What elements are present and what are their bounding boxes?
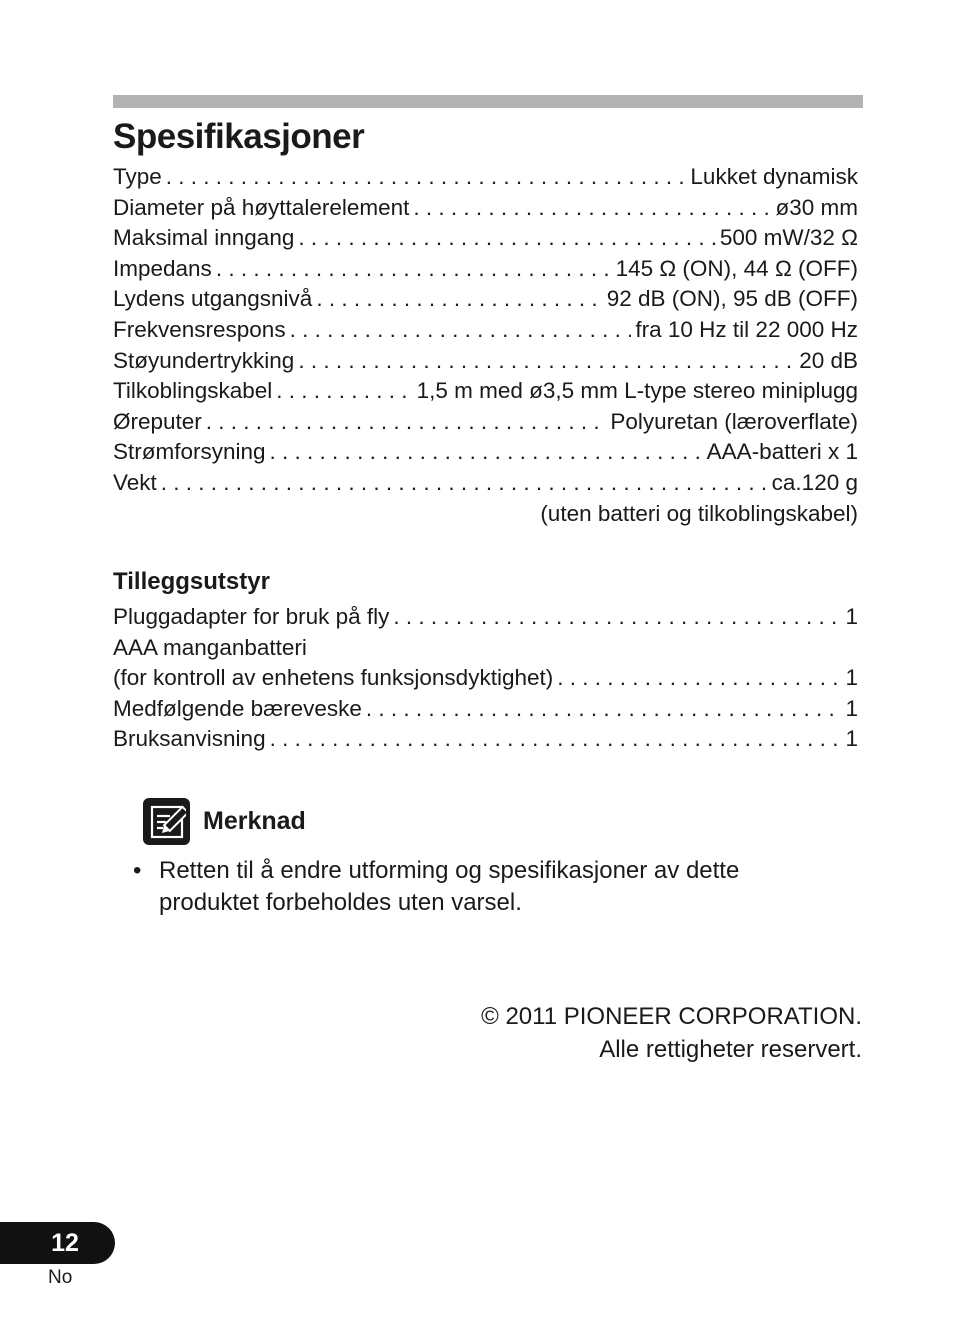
spec-label: Lydens utgangsnivå (113, 286, 313, 312)
dot-leader (366, 694, 842, 725)
accessory-label: (for kontroll av enhetens funksjonsdyktighet) (113, 665, 554, 691)
note-text-line: Retten til å endre utforming og spesifikasjoner av dette (159, 857, 740, 884)
page-title: Spesifikasjoner (113, 117, 365, 156)
spec-row-weight-note (113, 499, 858, 530)
spec-value: ø30 mm (775, 194, 858, 220)
spec-label: Støyundertrykking (113, 347, 295, 373)
spec-row-ear-pads (113, 407, 858, 438)
dot-leader (216, 254, 612, 285)
note-body (133, 855, 853, 919)
accessory-quantity: 1 (845, 695, 858, 721)
copyright-line: Alle rettigheter reservert. (599, 1036, 862, 1063)
spec-value: Lukket dynamisk (690, 164, 858, 189)
dot-leader (316, 284, 602, 315)
pencil-note-icon (143, 798, 190, 845)
spec-label: Type (113, 164, 162, 189)
dot-leader (298, 223, 716, 254)
spec-row-weight (113, 468, 858, 499)
spec-list (113, 162, 858, 529)
spec-label: Strømforsyning (113, 439, 266, 465)
dot-leader (413, 193, 771, 224)
note-text-line: produktet forbeholdes uten varsel. (159, 889, 522, 916)
spec-row-frequency (113, 315, 858, 346)
spec-label: Frekvensrespons (113, 316, 286, 342)
accessories-heading: Tilleggsutstyr (113, 568, 270, 595)
spec-row-noise (113, 346, 858, 377)
accessory-label: Medfølgende bæreveske (113, 695, 362, 721)
spec-value: AAA-batteri x 1 (706, 439, 858, 465)
note-header (143, 798, 306, 845)
header-rule (113, 95, 863, 108)
spec-value: Polyuretan (læroverflate) (610, 408, 858, 434)
accessory-row (113, 724, 858, 755)
dot-leader (290, 315, 632, 346)
copyright (481, 1000, 862, 1066)
dot-leader (270, 437, 703, 468)
dot-leader (557, 663, 841, 694)
dot-leader (298, 346, 795, 377)
dot-leader (393, 602, 841, 633)
dot-leader (206, 407, 607, 438)
page-number: 12 (51, 1229, 79, 1257)
spec-row-output-level (113, 284, 858, 315)
spec-value: 20 dB (799, 347, 858, 373)
accessory-quantity: 1 (845, 604, 858, 629)
accessory-label: Pluggadapter for bruk på fly (113, 604, 390, 629)
copyright-line: © 2011 PIONEER CORPORATION. (481, 1003, 862, 1030)
spec-value: 92 dB (ON), 95 dB (OFF) (606, 286, 858, 312)
spec-label: Øreputer (113, 408, 202, 434)
language-code: No (48, 1267, 73, 1288)
dot-leader (161, 468, 768, 499)
dot-leader (270, 724, 842, 755)
spec-label: Vekt (113, 469, 157, 495)
accessory-row (113, 694, 858, 725)
spec-label: Tilkoblingskabel (113, 378, 273, 404)
dot-leader (166, 162, 687, 193)
accessory-label: Bruksanvisning (113, 726, 266, 752)
spec-row-impedance (113, 254, 858, 285)
note-bullet-item (133, 855, 853, 919)
spec-label: Maksimal inngang (113, 225, 295, 251)
spec-value: 1,5 m med ø3,5 mm L-type stereo miniplugg (416, 378, 858, 404)
note-text (159, 855, 739, 919)
spec-label: Diameter på høyttalerelement (113, 194, 410, 220)
spec-value: 500 mW/32 Ω (719, 225, 858, 251)
accessory-row (113, 663, 858, 694)
spec-row-diameter (113, 193, 858, 224)
spec-label: Impedans (113, 255, 212, 281)
dot-leader (276, 376, 412, 407)
spec-row-type (113, 162, 858, 193)
bullet-marker: • (133, 857, 142, 884)
accessories-list (113, 602, 858, 755)
accessory-quantity: 1 (845, 726, 858, 752)
spec-value: 145 Ω (ON), 44 Ω (OFF) (615, 255, 858, 281)
accessory-quantity: 1 (845, 665, 858, 691)
accessory-row (113, 602, 858, 633)
note-title: Merknad (203, 807, 306, 835)
spec-value: ca.120 g (771, 469, 858, 495)
spec-row-max-input (113, 223, 858, 254)
spec-value: fra 10 Hz til 22 000 Hz (635, 316, 858, 342)
spec-row-power (113, 437, 858, 468)
spec-row-cable (113, 376, 858, 407)
accessory-label: AAA manganbatteri (113, 634, 307, 660)
spec-value: (uten batteri og tilkoblingskabel) (540, 500, 858, 526)
